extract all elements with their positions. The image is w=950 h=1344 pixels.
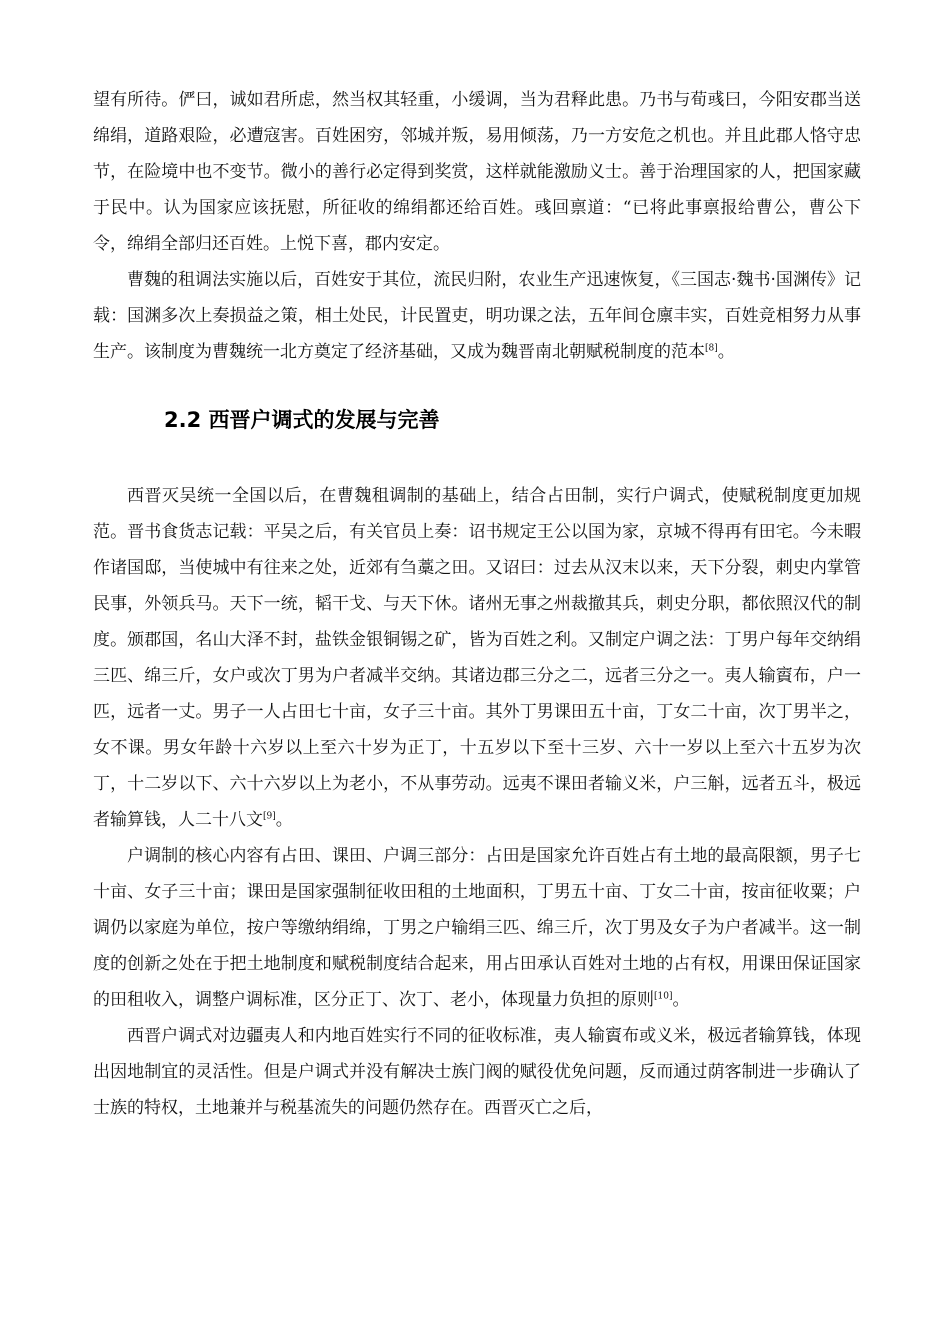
section-heading: 2.2 西晋户调式的发展与完善 — [164, 408, 440, 432]
citation-ref: [10] — [654, 991, 673, 1002]
paragraph-hudiao-core — [93, 838, 861, 1018]
paragraph-tail: 。 — [275, 810, 293, 830]
paragraph-text: 曹魏的租调法实施以后，百姓安于其位，流民归附，农业生产迅速恢复，《三国志·魏书·国渊传》记载：国渊多次上奏损益之策，相土处民，计民置吏，明功课之法，五年间仓廪丰实，百姓竞相努力从事生产。该制度为曹魏统一北方奠定了经济基础，又成为魏晋南北朝赋税制度的范本 — [93, 270, 861, 362]
paragraph-text: 望有所待。俨曰，诚如君所虑，然当权其轻重，小缓调，当为君释此患。乃书与荀彧曰，今阳安郡当送绵绢，道路艰险，必遭寇害。百姓困穷，邻城并叛，易用倾荡，乃一方安危之机也。并且此郡人恪守忠节，在险境中也不变节。微小的善行必定得到奖赏，这样就能激励义士。善于治理国家的人，把国家藏于民中。认为国家应该抚慰，所征收的绵绢都还给百姓。彧回禀道：“已将此事禀报给曹公，曹公下令，绵绢全部归还百姓。上悦下喜，郡内安定。 — [93, 90, 861, 254]
document-page — [93, 82, 861, 1126]
citation-ref: [9] — [263, 811, 276, 822]
paragraph-western-jin-intro — [93, 478, 861, 838]
paragraph-text: 西晋灭吴统一全国以后，在曹魏租调制的基础上，结合占田制，实行户调式，使赋税制度更加规范。晋书食货志记载：平吴之后，有关官员上奏：诏书规定王公以国为家，京城不得再有田宅。今未暇作诸国邸，当使城中有往来之处，近郊有刍藁之田。又诏曰：过去从汉末以来，天下分裂，刺史内掌管民事，外领兵马。天下一统，韬干戈、与天下休。诸州无事之州裁撤其兵，刺史分职，都依照汉代的制度。颁郡国，名山大泽不封，盐铁金银铜锡之矿，皆为百姓之利。又制定户调之法：丁男户每年交纳绢三匹、绵三斤，女户或次丁男为户者减半交纳。其诸边郡三分之二，远者三分之一。夷人输賨布，户一匹，远者一丈。男子一人占田七十亩，女子三十亩。其外丁男课田五十亩，丁女二十亩，次丁男半之，女不课。男女年龄十六岁以上至六十岁为正丁，十五岁以下至十三岁、六十一岁以上至六十五岁为次丁，十二岁以下、六十六岁以上为老小，不从事劳动。远夷不课田者输义米，户三斛，远者五斗，极远者输算钱，人二十八文 — [93, 486, 861, 830]
paragraph-hudiao-evaluation — [93, 1018, 861, 1126]
paragraph-continued — [93, 82, 861, 262]
paragraph-cao-wei-effects — [93, 262, 861, 370]
citation-ref: [8] — [705, 343, 718, 354]
paragraph-tail: 。 — [672, 990, 690, 1010]
paragraph-tail: 。 — [717, 342, 735, 362]
paragraph-text: 户调制的核心内容有占田、课田、户调三部分：占田是国家允许百姓占有土地的最高限额，男子七十亩、女子三十亩；课田是国家强制征收田租的土地面积，丁男五十亩、丁女二十亩，按亩征收粟；户调仍以家庭为单位，按户等缴纳绢绵，丁男之户输绢三匹、绵三斤，次丁男及女子为户者减半。这一制度的创新之处在于把土地制度和赋税制度结合起来，用占田承认百姓对土地的占有权，用课田保证国家的田租收入，调整户调标准，区分正丁、次丁、老小，体现量力负担的原则 — [93, 846, 861, 1010]
paragraph-text: 西晋户调式对边疆夷人和内地百姓实行不同的征收标准，夷人输賨布或义米，极远者输算钱，体现出因地制宜的灵活性。但是户调式并没有解决士族门阀的赋役优免问题，反而通过荫客制进一步确认了士族的特权，土地兼并与税基流失的问题仍然存在。西晋灭亡之后， — [93, 1026, 861, 1118]
